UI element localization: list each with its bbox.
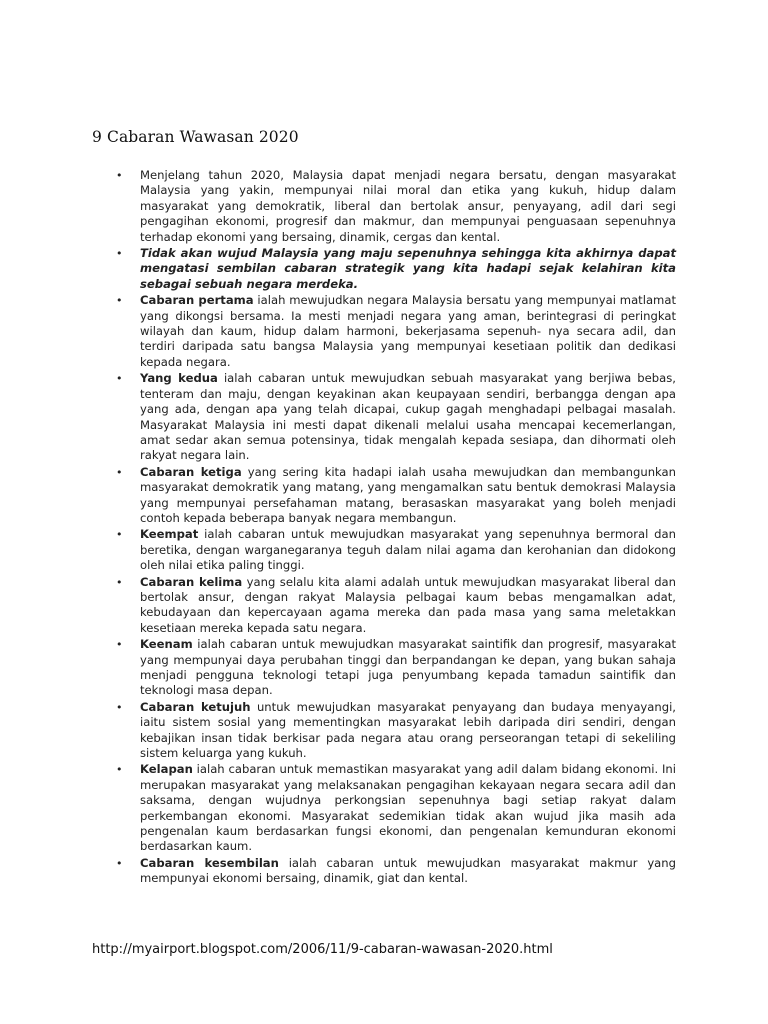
- item-lead: Keenam: [140, 637, 193, 652]
- list-item: [116, 465, 676, 527]
- item-lead: Cabaran pertama: [140, 293, 254, 308]
- item-lead: Cabaran kesembilan: [140, 855, 279, 870]
- item-text: untuk mewujudkan masyarakat penyayang dan budaya menyayangi, iaitu sistem sosial yang mementingkan masyarakat lebih daripada diri sendiri, dengan kebajikan insan tidak berkisar pada negara atau orang perseorangan tetapi di sekeliling sistem keluarga yang kukuh.: [140, 699, 676, 761]
- list-item: [116, 246, 676, 292]
- item-lead: Cabaran ketiga: [140, 464, 242, 479]
- bullet-icon: •: [116, 638, 123, 652]
- bullet-icon: •: [116, 575, 123, 589]
- list-item: [116, 856, 676, 887]
- list-item: [116, 168, 676, 245]
- bullet-icon: •: [116, 294, 123, 308]
- item-text: Menjelang tahun 2020, Malaysia dapat menjadi negara bersatu, dengan masyarakat Malaysia yang yakin, mempunyai nilai moral dan etika yang kukuh, hidup dalam masyarakat yang demokratik, liberal dan bertolak ansur, penyayang, adil dari segi pengagihan ekonomi, progresif dan makmur, dan mempunyai penguasaan sepenuhnya terhadap ekonomi yang bersaing, dinamik, cergas dan kental.: [140, 168, 676, 244]
- bullet-icon: •: [116, 372, 123, 386]
- list-item: [116, 762, 676, 854]
- list-item: [116, 700, 676, 762]
- challenge-list: [116, 168, 676, 888]
- item-text: yang sering kita hadapi ialah usaha mewujudkan dan membangunkan masyarakat demokratik yang matang, yang mengamalkan satu bentuk demokrasi Malaysia yang mempunyai persefahaman matang, berasaskan masyarakat yang boleh menjadi contoh kepada beberapa banyak negara membangun.: [140, 464, 677, 525]
- item-text: ialah cabaran untuk memastikan masyarakat yang adil dalam bidang ekonomi. Ini merupakan masyarakat yang melaksanakan pengagihan kekayaan negara secara adil dan saksama, dengan wujudnya perkongsian sepenuhnya bagi setiap rakyat dalam perkembangan ekonomi. Masyarakat sedemikian tidak akan wujud jika masih ada pengenalan kaum berdasarkan fungsi ekonomi, dan pengenalan kemunduran ekonomi berdasarkan kaum.: [140, 762, 676, 854]
- item-text: ialah cabaran untuk mewujudkan masyarakat saintifik dan progresif, masyarakat yang mempunyai daya perubahan tinggi dan berpandangan ke depan, yang bukan sahaja menjadi pengguna teknologi tetapi juga penyumbang kepada tamadun saintifik dan teknologi masa depan.: [140, 637, 676, 698]
- document-title: 9 Cabaran Wawasan 2020: [92, 128, 299, 146]
- item-text: ialah cabaran untuk mewujudkan masyarakat makmur yang mempunyai ekonomi bersaing, dinamik, giat dan kental.: [140, 855, 676, 886]
- list-item: [116, 575, 676, 637]
- item-text: ialah cabaran untuk mewujudkan masyarakat yang sepenuhnya bermoral dan beretika, dengan warganegaranya teguh dalam nilai agama dan kerohanian dan didokong oleh nilai etika paling tinggi.: [140, 527, 676, 573]
- item-text: ialah cabaran untuk mewujudkan sebuah masyarakat yang berjiwa bebas, tenteram dan maju, dengan keyakinan akan keupayaan sendiri, berbangga dengan apa yang ada, dengan apa yang telah dicapai, cukup gagah menghadapi pelbagai masalah. Masyarakat Malaysia ini mesti dapat dikenali melalui usaha mencapai kecemerlangan, amat sedar akan semua potensinya, tidak mengalah kepada sesiapa, dan dihormati oleh rakyat negara lain.: [140, 371, 676, 463]
- list-item: [116, 637, 676, 699]
- list-item: [116, 527, 676, 573]
- bullet-icon: •: [116, 528, 123, 542]
- bullet-icon: •: [116, 856, 123, 870]
- bullet-icon: •: [116, 763, 123, 777]
- item-lead: Cabaran kelima: [140, 574, 243, 589]
- item-text: yang selalu kita alami adalah untuk mewujudkan masyarakat liberal dan bertolak ansur, dengan rakyat Malaysia pelbagai kaum bebas mengamalkan adat, kebudayaan dan kepercayaan agama mereka dan pada masa yang sama meletakkan kesetiaan mereka kepada satu negara.: [140, 574, 677, 635]
- item-lead: Keempat: [140, 527, 199, 542]
- item-text: Tidak akan wujud Malaysia yang maju sepenuhnya sehingga kita akhirnya dapat mengatasi sembilan cabaran strategik yang kita hadapi sejak kelahiran kita sebagai sebuah negara merdeka.: [140, 246, 676, 291]
- item-lead: Cabaran ketujuh: [140, 699, 251, 714]
- bullet-icon: •: [116, 465, 123, 479]
- list-item: [116, 293, 676, 370]
- list-item: [116, 371, 676, 463]
- item-lead: Kelapan: [140, 762, 193, 777]
- bullet-icon: •: [116, 247, 123, 261]
- bullet-icon: •: [116, 700, 123, 714]
- bullet-icon: •: [116, 169, 123, 182]
- source-url: http://myairport.blogspot.com/2006/11/9-cabaran-wawasan-2020.html: [92, 942, 553, 957]
- item-text: ialah mewujudkan negara Malaysia bersatu yang mempunyai matlamat yang dikongsi bersama. Ia mesti menjadi negara yang aman, berintegrasi di peringkat wilayah dan kaum, hidup dalam harmoni, bekerjasama sepenuh- nya secara adil, dan terdiri daripada satu bangsa Malaysia yang mempunyai kesetiaan politik dan dedikasi kepada negara.: [140, 293, 676, 369]
- item-lead: Yang kedua: [140, 371, 218, 386]
